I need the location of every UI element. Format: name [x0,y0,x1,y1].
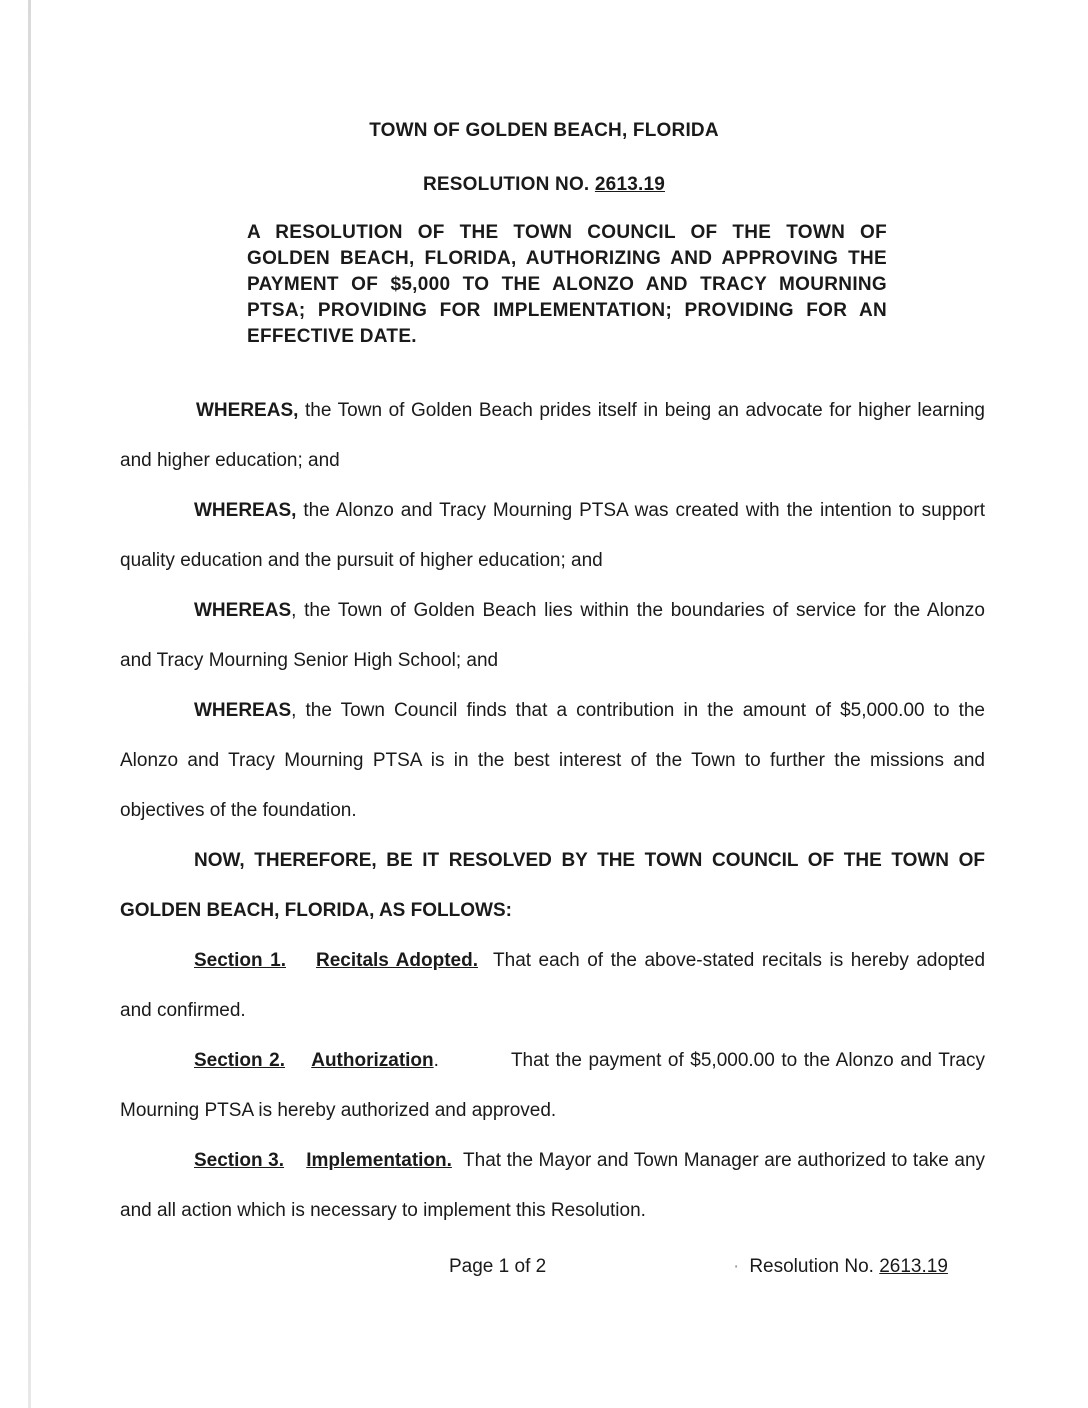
section-text: That the Mayor and Town Manager are authorized to take any and all action which is necessary to implement this Resolution. [120,1150,986,1221]
whereas-paragraph-3 [120,586,985,686]
section-3 [120,1136,985,1236]
whereas-lead: WHEREAS [194,700,292,721]
section-punct: . [433,1050,439,1071]
page-number: Page 1 of 2 [449,1256,547,1277]
whereas-paragraph-2 [120,486,985,586]
whereas-lead: WHEREAS, [196,400,299,421]
section-label: Section 1. [194,950,286,971]
resolution-label: RESOLUTION NO. [423,174,590,195]
section-text: That each of the above-stated recitals is hereby adopted and confirmed. [120,950,986,1021]
whereas-text: the Alonzo and Tracy Mourning PTSA was created with the intention to support quality education and the pursuit of higher education; and [120,500,985,571]
section-title: Recitals Adopted. [316,950,478,971]
section-title: Authorization [311,1050,434,1071]
whereas-paragraph-1 [120,386,985,486]
resolution-number: 2613.19 [594,174,665,195]
whereas-text: , the Town Council finds that a contribution in the amount of $5,000.00 to the Alonzo and Tracy Mourning PTSA is in the best interest of the Town to further the missions and objectives of the foundation. [120,700,985,821]
footer-resolution-number: 2613.19 [879,1256,948,1277]
whereas-paragraph-4 [120,686,985,836]
footer-resolution-label: Resolution No. [749,1256,874,1277]
footer-resolution: · Resolution No. 2613.19 [733,1256,948,1277]
whereas-text: , the Town of Golden Beach lies within the boundaries of service for the Alonzo and Tracy Mourning Senior High School; and [120,600,985,671]
section-label: Section 2. [194,1050,286,1071]
section-label: Section 3. [194,1150,285,1171]
section-text: That the payment of $5,000.00 to the Alonzo and Tracy Mourning PTSA is hereby authorized and approved. [120,1050,985,1121]
section-1 [120,936,985,1036]
resolution-heading [0,174,1088,196]
whereas-lead: WHEREAS [194,600,292,621]
resolved-clause [120,836,985,936]
town-title: TOWN OF GOLDEN BEACH, FLORIDA [369,120,719,141]
resolved-text: NOW, THEREFORE, BE IT RESOLVED BY THE TOWN COUNCIL OF THE TOWN OF GOLDEN BEACH, FLORIDA, AS FOLLOWS: [120,850,985,921]
whereas-lead: WHEREAS, [194,500,297,521]
section-2 [120,1036,985,1136]
section-title: Implementation. [306,1150,452,1171]
whereas-text: the Town of Golden Beach prides itself in being an advocate for higher learning and higher education; and [120,400,985,471]
resolution-abstract: A RESOLUTION OF THE TOWN COUNCIL OF THE TOWN OF GOLDEN BEACH, FLORIDA, AUTHORIZING AND APPROVING THE PAYMENT OF $5,000 TO THE ALONZO AND TRACY MOURNING PTSA; PROVIDING FOR IMPLEMENTATION; PROVIDING FOR AN EFFECTIVE DATE. [247,222,887,347]
